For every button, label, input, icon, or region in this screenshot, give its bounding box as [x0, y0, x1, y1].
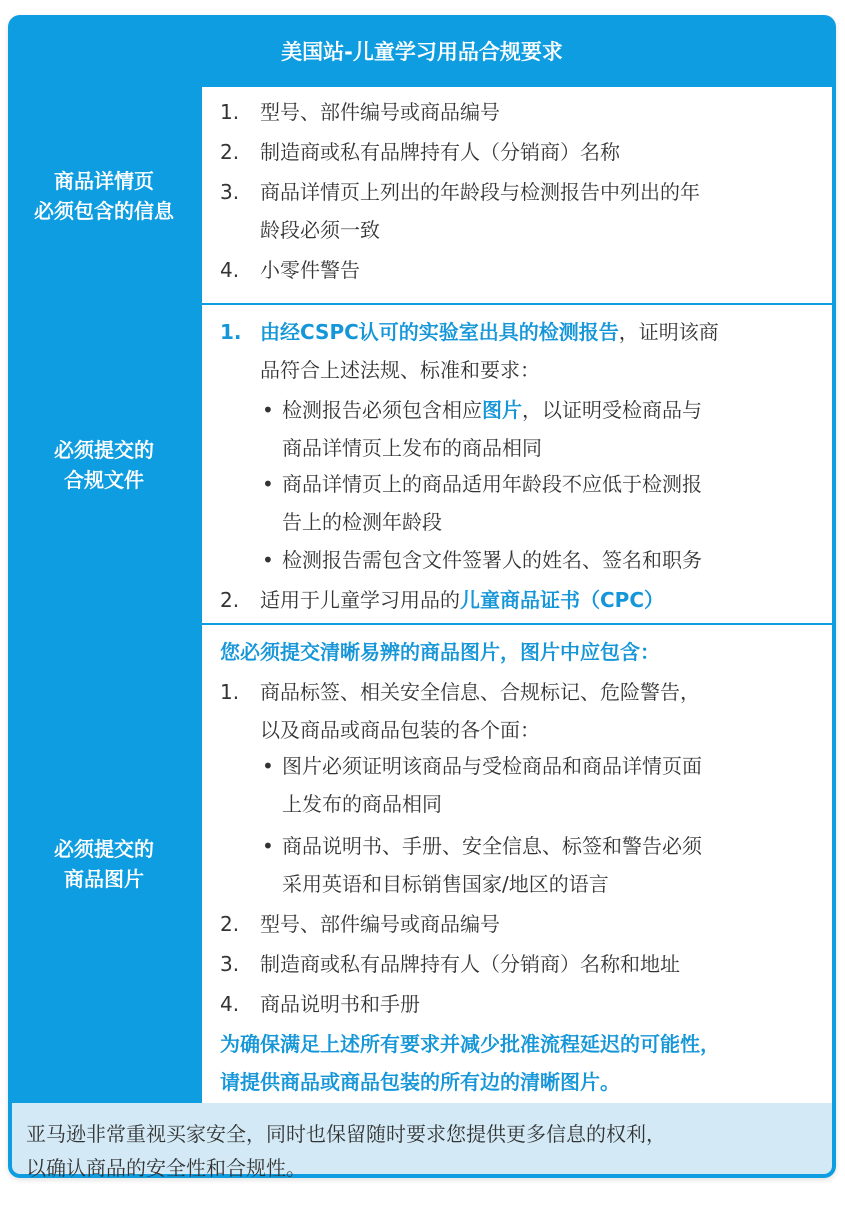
bullet-dot-icon: •: [262, 472, 274, 496]
compliance-card: [8, 15, 836, 1178]
bullet-dot-icon: •: [262, 548, 274, 572]
bullet-dot-icon: •: [262, 398, 274, 422]
section-detail-page-info: [8, 87, 836, 305]
section-compliance-docs: [8, 305, 836, 625]
images-note: 为确保满足上述所有要求并减少批准流程延迟的可能性， 请提供商品或商品包装的所有边的清晰图片。: [220, 1032, 720, 1094]
bullet-item: • 检测报告必须包含相应图片，以证明受检商品与 商品详情页上发布的商品相同: [282, 391, 820, 467]
images-heading: 您必须提交清晰易辨的商品图片，图片中应包含：: [220, 640, 660, 664]
bullet-item: • 商品详情页上的商品适用年龄段不应低于检测报 告上的检测年龄段: [282, 465, 820, 541]
bullet-item: • 检测报告需包含文件签署人的姓名、签名和职务: [282, 541, 820, 579]
card-title: 美国站-儿童学习用品合规要求: [281, 40, 563, 64]
section-product-images: [8, 625, 836, 1103]
section-label: 商品详情页 必须包含的信息: [34, 169, 174, 223]
section-content: 1. 由经CSPC认可的实验室出具的检测报告，证明该商 品符合上述法规、标准和要求： • 检测报告必须包含相应图片，以证明受检商品与 商品详情页上发布的商品相同 • 商品详情页上的商品适用年龄段不应低于检测报 告上的检测年龄段 • 检测报告需包含文件签署人的姓名、签名和职务 2. 适用于儿童学习用品的儿童商品证书（CPC）: [202, 305, 832, 623]
bullet-item: • 图片必须证明该商品与受检商品和商品详情页面 上发布的商品相同: [282, 747, 820, 823]
bullet-dot-icon: •: [262, 834, 274, 858]
section-label: 必须提交的 合规文件: [54, 438, 154, 492]
image-highlight: 图片: [482, 398, 522, 422]
section-content: 您必须提交清晰易辨的商品图片，图片中应包含： 1. 商品标签、相关安全信息、合规标记、危险警告， 以及商品或商品包装的各个面： • 图片必须证明该商品与受检商品和商品详情页面 上发布的商品相同 • 商品说明书、手册、安全信息、标签和警告必须 采用英语和目标销售国家/地区的语言 2. 型号、部件编号或商品编号 3. 制造商或私有品牌持有人（分销商）名称和地址 4. 商品说明书和手册 为确保满足上述所有要求并减少批准流程延迟的可能性， 请提供商品或商品包装的所有边的清晰图片。: [202, 625, 832, 1103]
section-content: 1. 型号、部件编号或商品编号 2. 制造商或私有品牌持有人（分销商）名称 3. 商品详情页上列出的年龄段与检测报告中列出的年 龄段必须一致 4. 小零件警告: [202, 87, 832, 303]
section-label: 必须提交的 商品图片: [54, 837, 154, 891]
test-report-highlight: 由经CSPC认可的实验室出具的检测报告: [260, 320, 619, 344]
footer-note: 亚马逊非常重视买家安全，同时也保留随时要求您提供更多信息的权利， 以确认商品的安全性和合规性。: [12, 1103, 832, 1174]
cpc-highlight: 儿童商品证书（CPC）: [460, 588, 665, 612]
bullet-dot-icon: •: [262, 754, 274, 778]
bullet-item: • 商品说明书、手册、安全信息、标签和警告必须 采用英语和目标销售国家/地区的语言: [282, 827, 820, 903]
